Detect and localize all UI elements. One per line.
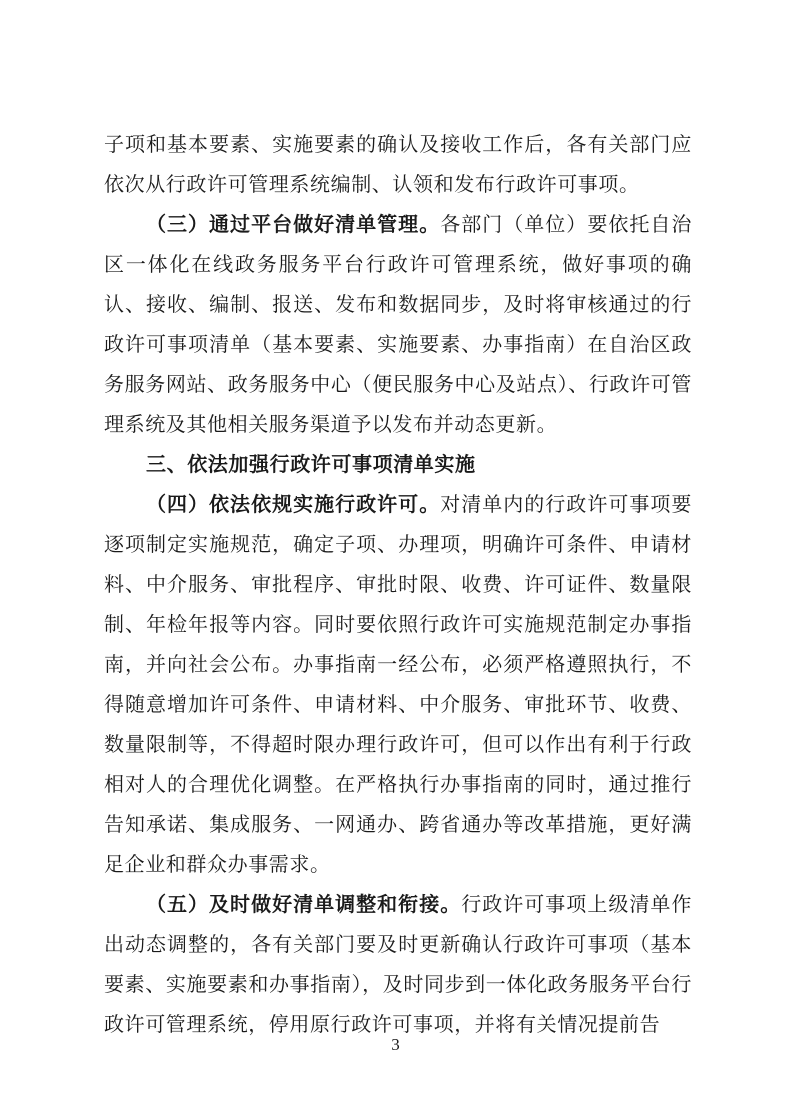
item-lead: （三）通过平台做好清单管理。 bbox=[146, 212, 441, 236]
body-text bbox=[104, 124, 692, 1044]
paragraph-item-3 bbox=[104, 204, 692, 444]
item-lead: （五）及时做好清单调整和衔接。 bbox=[146, 892, 462, 916]
paragraph-continuation: 子项和基本要素、实施要素的确认及接收工作后，各有关部门应依次从行政许可管理系统编制、认领和发布行政许可事项。 bbox=[104, 132, 692, 196]
item-text: 对清单内的行政许可事项要逐项制定实施规范，确定子项、办理项，明确许可条件、申请材料、中介服务、审批程序、审批时限、收费、许可证件、数量限制、年检年报等内容。同时要依照行政许可实施规范制定办事指南，并向社会公布。办事指南一经公布，必须严格遵照执行，不得随意增加许可条件、申请材料、中介服务、审批环节、收费、数量限制等，不得超时限办理行政许可，但可以作出有利于行政相对人的合理优化调整。在严格执行办事指南的同时，通过推行告知承诺、集成服务、一网通办、跨省通办等改革措施，更好满足企业和群众办事需求。 bbox=[104, 492, 692, 876]
paragraph-item-5 bbox=[104, 884, 692, 1044]
item-text: 行政许可事项上级清单作出动态调整的，各有关部门要及时更新确认行政许可事项（基本要素、实施要素和办事指南），及时同步到一体化政务服务平台行政许可管理系统，停用原行政许可事项，并将有关情况提前告 bbox=[104, 892, 692, 1036]
page-number: 3 bbox=[391, 1035, 400, 1054]
paragraph-item-4 bbox=[104, 484, 692, 884]
item-text: 各部门（单位）要依托自治区一体化在线政务服务平台行政许可管理系统，做好事项的确认、接收、编制、报送、发布和数据同步，及时将审核通过的行政许可事项清单（基本要素、实施要素、办事指南）在自治区政务服务网站、政务服务中心（便民服务中心及站点）、行政许可管理系统及其他相关服务渠道予以发布并动态更新。 bbox=[104, 212, 692, 436]
item-lead: （四）依法依规实施行政许可。 bbox=[146, 492, 441, 516]
section-heading: 三、依法加强行政许可事项清单实施 bbox=[146, 452, 476, 476]
